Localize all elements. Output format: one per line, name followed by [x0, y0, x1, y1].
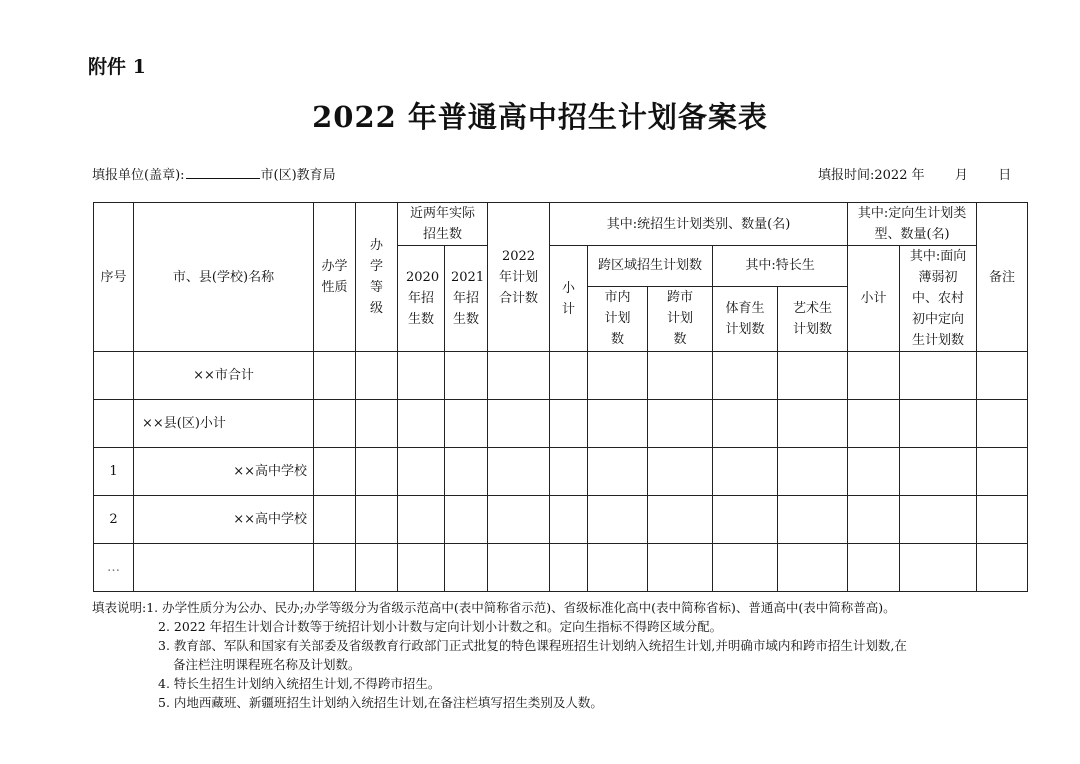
header-in-city: 市内计划数 [588, 286, 648, 351]
row-cell[interactable] [445, 352, 488, 400]
row-cell[interactable] [550, 496, 588, 544]
row-cell[interactable] [848, 496, 900, 544]
header-art: 艺术生计划数 [778, 286, 848, 351]
unit-label: 填报单位(盖章): [92, 168, 185, 183]
row-cell[interactable] [356, 400, 398, 448]
row-cell[interactable] [778, 352, 848, 400]
row-cell[interactable] [588, 400, 648, 448]
row-cell[interactable] [314, 496, 356, 544]
attachment-label: 附件 1 [88, 56, 146, 78]
header-directed-subtotal: 小计 [848, 246, 900, 352]
row-cell[interactable] [848, 352, 900, 400]
row-cell[interactable] [713, 448, 778, 496]
row-cell[interactable] [488, 448, 550, 496]
row-cell[interactable] [713, 544, 778, 592]
row-cell[interactable] [445, 400, 488, 448]
enrollment-plan-table [93, 202, 1028, 592]
row-cell[interactable] [398, 496, 445, 544]
row-cell[interactable] [488, 496, 550, 544]
row-cell[interactable] [314, 448, 356, 496]
header-cross-region: 跨区域招生计划数 [588, 246, 713, 287]
table-row [94, 448, 1028, 496]
table-row [94, 352, 1028, 400]
row-cell[interactable] [398, 544, 445, 592]
row-name: ××县(区)小计 [134, 400, 314, 448]
row-cell[interactable] [648, 544, 713, 592]
header-directed-plan: 其中:定向生计划类型、数量(名) [848, 203, 977, 246]
row-cell[interactable] [977, 496, 1028, 544]
header-directed-target: 其中:面向薄弱初中、农村初中定向生计划数 [900, 246, 977, 352]
row-seq: 1 [94, 448, 134, 496]
row-cell[interactable] [900, 352, 977, 400]
row-cell[interactable] [550, 352, 588, 400]
header-unified-plan: 其中:统招生计划类别、数量(名) [550, 203, 848, 246]
form-title: 2022 年普通高中招生计划备案表 [312, 100, 768, 134]
row-cell[interactable] [314, 544, 356, 592]
row-cell[interactable] [314, 352, 356, 400]
row-name: ××高中学校 [134, 496, 314, 544]
header-sports: 体育生计划数 [713, 286, 778, 351]
row-cell[interactable] [550, 544, 588, 592]
month-label: 月 [954, 168, 968, 183]
row-cell[interactable] [848, 544, 900, 592]
row-cell[interactable] [648, 496, 713, 544]
header-2020: 2020年招生数 [398, 246, 445, 352]
note-item: 3. 教育部、军队和国家有关部委及省级教育行政部门正式批复的特色课程班招生计划纳入统招生计划,并明确市域内和跨市招生计划数,在 [158, 638, 907, 653]
row-cell[interactable] [445, 496, 488, 544]
fill-unit [92, 164, 336, 183]
row-cell[interactable] [900, 400, 977, 448]
table-row [94, 544, 1028, 592]
row-cell[interactable] [398, 448, 445, 496]
row-cell[interactable] [778, 400, 848, 448]
row-cell[interactable] [900, 448, 977, 496]
row-seq [94, 400, 134, 448]
day-label: 日 [998, 168, 1012, 183]
header-level: 办学等级 [356, 203, 398, 352]
row-cell[interactable] [848, 400, 900, 448]
row-cell[interactable] [778, 448, 848, 496]
row-name: ××高中学校 [134, 448, 314, 496]
row-name [134, 544, 314, 592]
header-cross-city: 跨市计划数 [648, 286, 713, 351]
table-row [94, 400, 1028, 448]
header-remark: 备注 [977, 203, 1028, 352]
table-row [94, 496, 1028, 544]
row-cell[interactable] [588, 448, 648, 496]
row-cell[interactable] [550, 448, 588, 496]
row-cell[interactable] [588, 352, 648, 400]
notes-lead: 填表说明: [92, 600, 147, 615]
row-cell[interactable] [356, 544, 398, 592]
note-item: 4. 特长生招生计划纳入统招生计划,不得跨市招生。 [158, 676, 441, 691]
row-cell[interactable] [488, 400, 550, 448]
row-cell[interactable] [977, 352, 1028, 400]
row-cell[interactable] [848, 448, 900, 496]
header-unified-subtotal: 小计 [550, 246, 588, 352]
header-2021: 2021年招生数 [445, 246, 488, 352]
note-item: 2. 2022 年招生计划合计数等于统招计划小计数与定向计划小计数之和。定向生指标不得跨区域分配。 [158, 619, 723, 634]
row-cell[interactable] [588, 544, 648, 592]
row-cell[interactable] [398, 352, 445, 400]
time-label: 填报时间:2022 年 [818, 168, 925, 183]
note-item-continued: 备注栏注明课程班名称及计划数。 [173, 657, 361, 672]
header-specialty: 其中:特长生 [713, 246, 848, 287]
row-cell[interactable] [314, 400, 356, 448]
row-cell[interactable] [778, 496, 848, 544]
header-seq: 序号 [94, 203, 134, 352]
row-cell[interactable] [977, 448, 1028, 496]
row-cell[interactable] [550, 400, 588, 448]
row-seq: … [94, 544, 134, 592]
unit-blank-line[interactable] [186, 166, 260, 179]
row-cell[interactable] [356, 352, 398, 400]
row-cell[interactable] [713, 352, 778, 400]
notes-first-line [92, 598, 1032, 617]
unit-suffix: 市(区)教育局 [260, 168, 336, 183]
row-cell[interactable] [713, 400, 778, 448]
row-cell[interactable] [648, 400, 713, 448]
row-seq: 2 [94, 496, 134, 544]
note-item: 5. 内地西藏班、新疆班招生计划纳入统招生计划,在备注栏填写招生类别及人数。 [158, 695, 603, 710]
row-cell[interactable] [488, 352, 550, 400]
row-cell[interactable] [488, 544, 550, 592]
row-cell[interactable] [648, 352, 713, 400]
row-cell[interactable] [778, 544, 848, 592]
row-cell[interactable] [445, 544, 488, 592]
note-item: 1. 办学性质分为公办、民办;办学等级分为省级示范高中(表中简称省示范)、省级标准化高中(表中简称省标)、普通高中(表中简称普高)。 [146, 600, 896, 615]
row-cell[interactable] [900, 496, 977, 544]
header-plan-total: 2022 年计划合计数 [488, 203, 550, 352]
header-nature: 办学性质 [314, 203, 356, 352]
header-name: 市、县(学校)名称 [134, 203, 314, 352]
row-seq [94, 352, 134, 400]
row-cell[interactable] [445, 448, 488, 496]
row-cell[interactable] [588, 496, 648, 544]
row-cell[interactable] [648, 448, 713, 496]
row-cell[interactable] [356, 448, 398, 496]
fill-instructions [92, 598, 1032, 712]
row-cell[interactable] [713, 496, 778, 544]
row-name: ××市合计 [134, 352, 314, 400]
row-cell[interactable] [356, 496, 398, 544]
fill-time [818, 164, 1011, 183]
row-cell[interactable] [900, 544, 977, 592]
header-recent-two-years: 近两年实际招生数 [398, 203, 488, 246]
row-cell[interactable] [398, 400, 445, 448]
row-cell[interactable] [977, 400, 1028, 448]
row-cell[interactable] [977, 544, 1028, 592]
